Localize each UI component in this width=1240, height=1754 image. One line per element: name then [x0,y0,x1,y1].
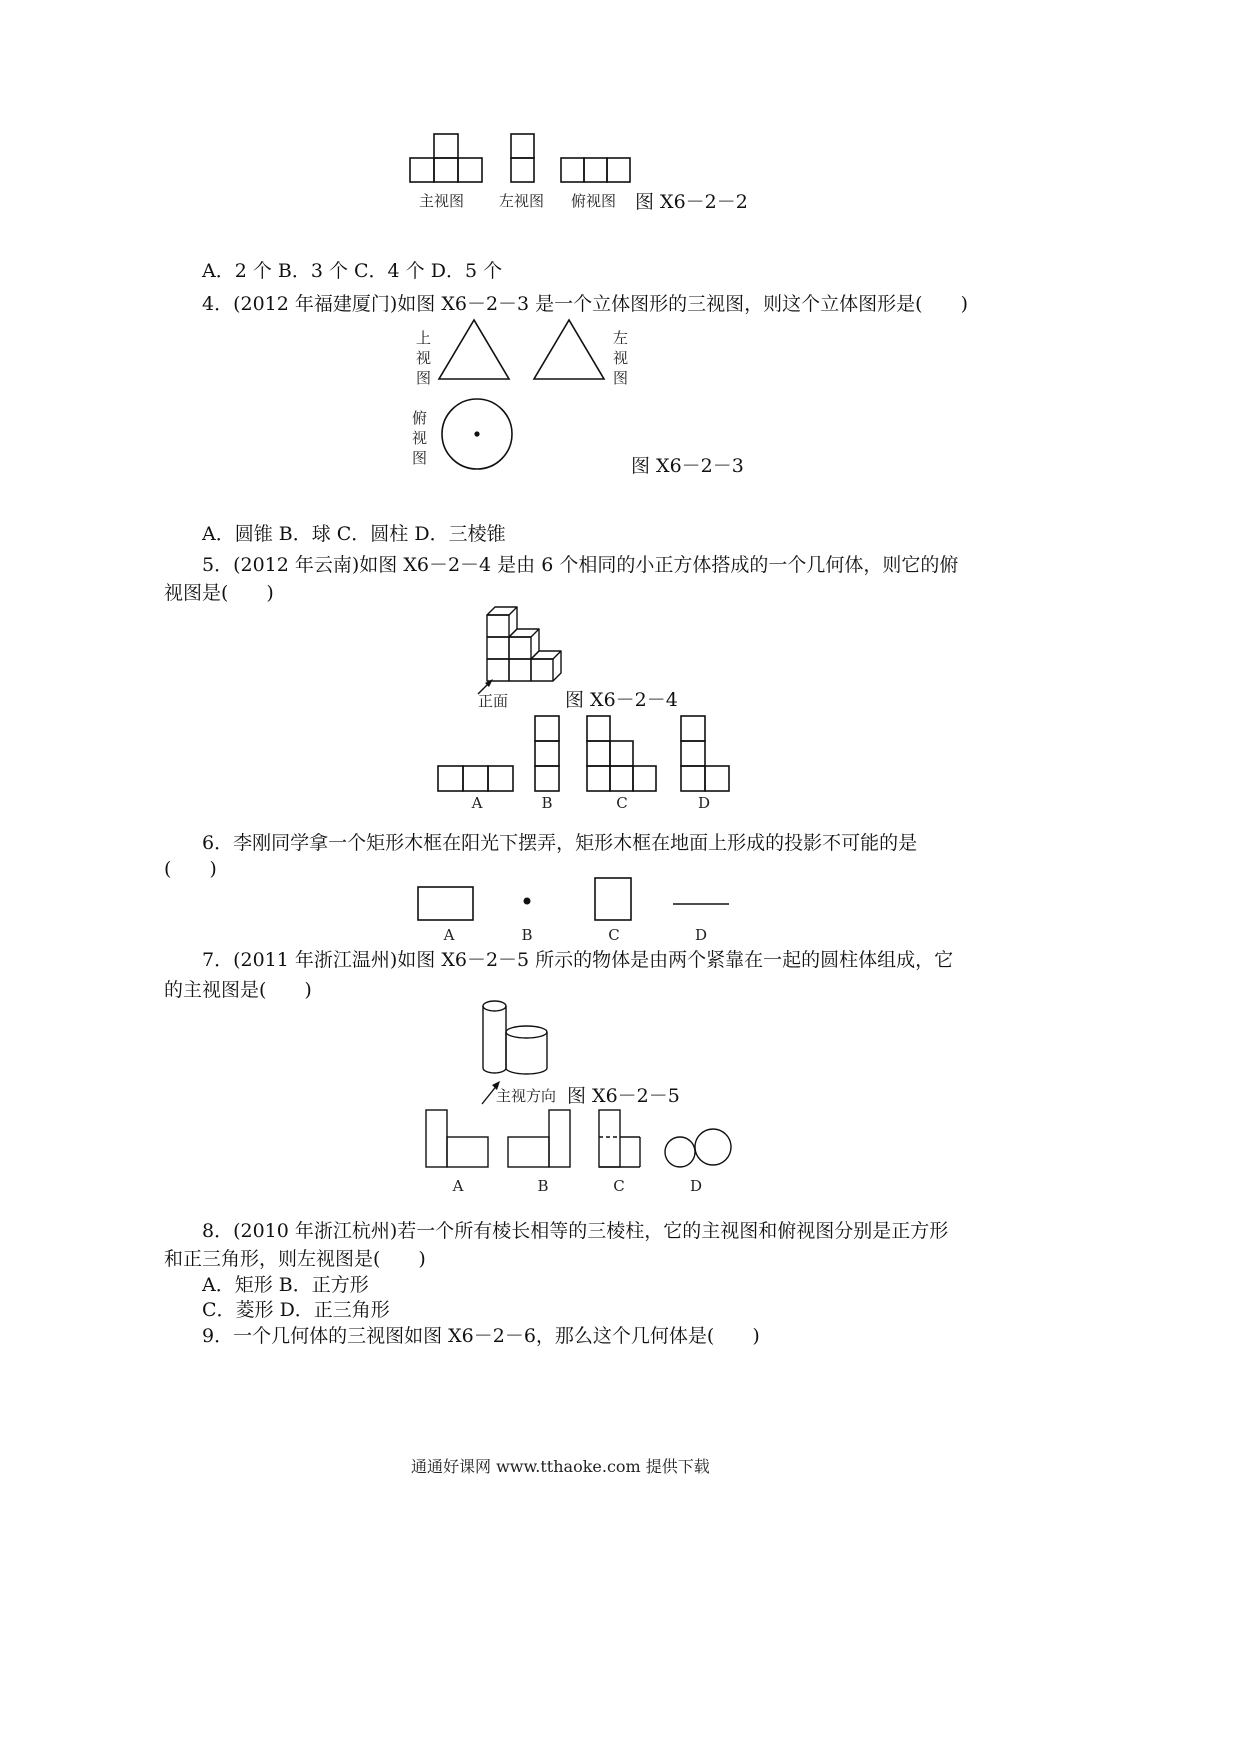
q4-stem: 4．(2012 年福建厦门)如图 X6－2－3 是一个立体图形的三视图，则这个立体图形是( ) [202,293,969,315]
q4-options: A．圆锥 B．球 C．圆柱 D．三棱锥 [202,523,506,545]
q6-choice-c: C [608,926,620,944]
q7-choice-b: B [537,1177,549,1195]
main-view-label: 主视图 [419,192,465,210]
q7-choice-c: C [613,1177,625,1195]
page-footer: 通通好课网 www.tthaoke.com 提供下载 [411,1457,710,1476]
q5-choice-a: A [471,794,483,812]
q6-choice-a: A [443,926,455,944]
q8-options-line1: A．矩形 B．正方形 [202,1274,369,1296]
q7-stem-line1: 7．(2011 年浙江温州)如图 X6－2－5 所示的物体是由两个紧靠在一起的圆柱体组成，它 [202,949,954,971]
q5-choice-b: B [541,794,553,812]
q7-caption: 图 X6－2－5 [567,1085,680,1107]
q5-stem-line1: 5．(2012 年云南)如图 X6－2－4 是由 6 个相同的小正方体搭成的一个几何体，则它的俯 [202,554,959,576]
q5-front-label: 正面 [478,692,509,710]
q4-bottom-view-label: 俯视图 [412,409,428,467]
q9-stem: 9．一个几何体的三视图如图 X6－2－6，那么这个几何体是( ) [202,1325,760,1347]
q7-choice-d: D [689,1177,703,1195]
top-view-label: 俯视图 [571,192,617,210]
q5-stem-line2: 视图是( ) [164,582,274,604]
q4-left-view-label: 左视图 [613,329,629,387]
q7-stem-line2: 的主视图是( ) [164,979,312,1001]
q6-stem-line2: ( ) [164,858,217,880]
q3-options: A．2 个 B．3 个 C．4 个 D．5 个 [202,260,503,282]
q6-stem-line1: 6．李刚同学拿一个矩形木框在阳光下摆弄，矩形木框在地面上形成的投影不可能的是 [202,832,918,854]
q5-caption: 图 X6－2－4 [565,689,678,711]
q6-choice-b: B [521,926,533,944]
figure-caption: 图 X6－2－2 [635,191,748,213]
left-view-label: 左视图 [499,192,545,210]
q8-stem-line2: 和正三角形，则左视图是( ) [164,1248,426,1270]
q6-choice-d: D [694,926,708,944]
q8-stem-line1: 8．(2010 年浙江杭州)若一个所有棱长相等的三棱柱，它的主视图和俯视图分别是正方形 [202,1220,949,1242]
q7-direction-label: 主视方向 [496,1087,557,1105]
q7-choice-a: A [452,1177,464,1195]
q8-options-line2: C．菱形 D．正三角形 [202,1299,390,1321]
q4-top-view-label: 上视图 [416,329,432,387]
q5-choice-d: D [697,794,711,812]
q5-choice-c: C [616,794,628,812]
q4-caption: 图 X6－2－3 [631,455,744,477]
